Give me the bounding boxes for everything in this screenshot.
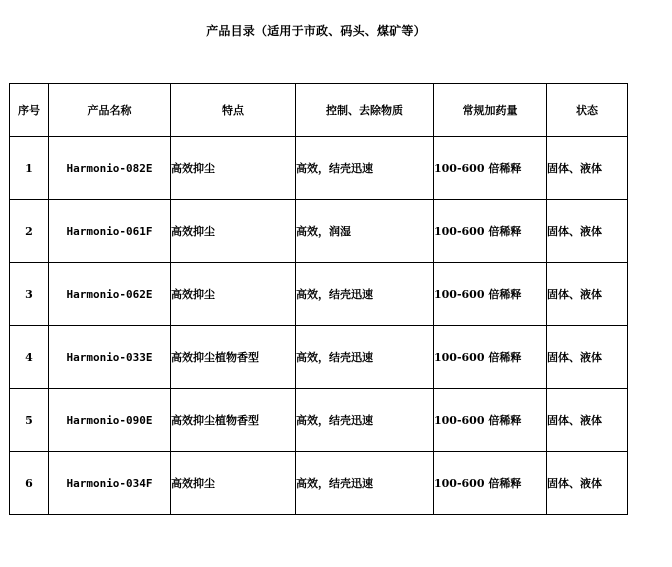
cell-product-name: Harmonio-033E: [49, 326, 171, 389]
cell-state: 固体、液体: [547, 389, 628, 452]
cell-features: 高效抑尘: [171, 452, 296, 515]
cell-dosage: 100-600 倍稀释: [434, 452, 547, 515]
cell-state: 固体、液体: [547, 200, 628, 263]
cell-features: 高效抑尘: [171, 200, 296, 263]
cell-dosage: 100-600 倍稀释: [434, 137, 547, 200]
cell-index: 4: [10, 326, 49, 389]
cell-index: 2: [10, 200, 49, 263]
cell-dosage: 100-600 倍稀释: [434, 389, 547, 452]
table-header-row: [10, 84, 628, 137]
table-row: [10, 137, 628, 200]
cell-features: 高效抑尘植物香型: [171, 326, 296, 389]
cell-product-name: Harmonio-034F: [49, 452, 171, 515]
header-state: 状态: [547, 84, 628, 137]
document-title: 产品目录（适用于市政、码头、煤矿等）: [206, 24, 426, 38]
cell-state: 固体、液体: [547, 137, 628, 200]
cell-index: 6: [10, 452, 49, 515]
cell-index: 5: [10, 389, 49, 452]
cell-features: 高效抑尘: [171, 137, 296, 200]
table-row: [10, 263, 628, 326]
table-row: [10, 326, 628, 389]
cell-controlled-substances: 高效，结壳迅速: [296, 389, 434, 452]
cell-features: 高效抑尘植物香型: [171, 389, 296, 452]
cell-controlled-substances: 高效，结壳迅速: [296, 137, 434, 200]
table-row: [10, 452, 628, 515]
cell-dosage: 100-600 倍稀释: [434, 326, 547, 389]
cell-state: 固体、液体: [547, 452, 628, 515]
header-product-name: 产品名称: [49, 84, 171, 137]
cell-controlled-substances: 高效，结壳迅速: [296, 326, 434, 389]
table-row: [10, 200, 628, 263]
cell-product-name: Harmonio-062E: [49, 263, 171, 326]
cell-product-name: Harmonio-082E: [49, 137, 171, 200]
product-catalog-table: [9, 83, 628, 515]
cell-product-name: Harmonio-090E: [49, 389, 171, 452]
cell-index: 1: [10, 137, 49, 200]
cell-dosage: 100-600 倍稀释: [434, 263, 547, 326]
cell-controlled-substances: 高效，结壳迅速: [296, 452, 434, 515]
cell-index: 3: [10, 263, 49, 326]
cell-controlled-substances: 高效，润湿: [296, 200, 434, 263]
cell-product-name: Harmonio-061F: [49, 200, 171, 263]
table-row: [10, 389, 628, 452]
cell-features: 高效抑尘: [171, 263, 296, 326]
header-dosage: 常规加药量: [434, 84, 547, 137]
header-controlled-substances: 控制、去除物质: [296, 84, 434, 137]
cell-dosage: 100-600 倍稀释: [434, 200, 547, 263]
cell-state: 固体、液体: [547, 263, 628, 326]
header-features: 特点: [171, 84, 296, 137]
cell-controlled-substances: 高效，结壳迅速: [296, 263, 434, 326]
cell-state: 固体、液体: [547, 326, 628, 389]
header-index: 序号: [10, 84, 49, 137]
